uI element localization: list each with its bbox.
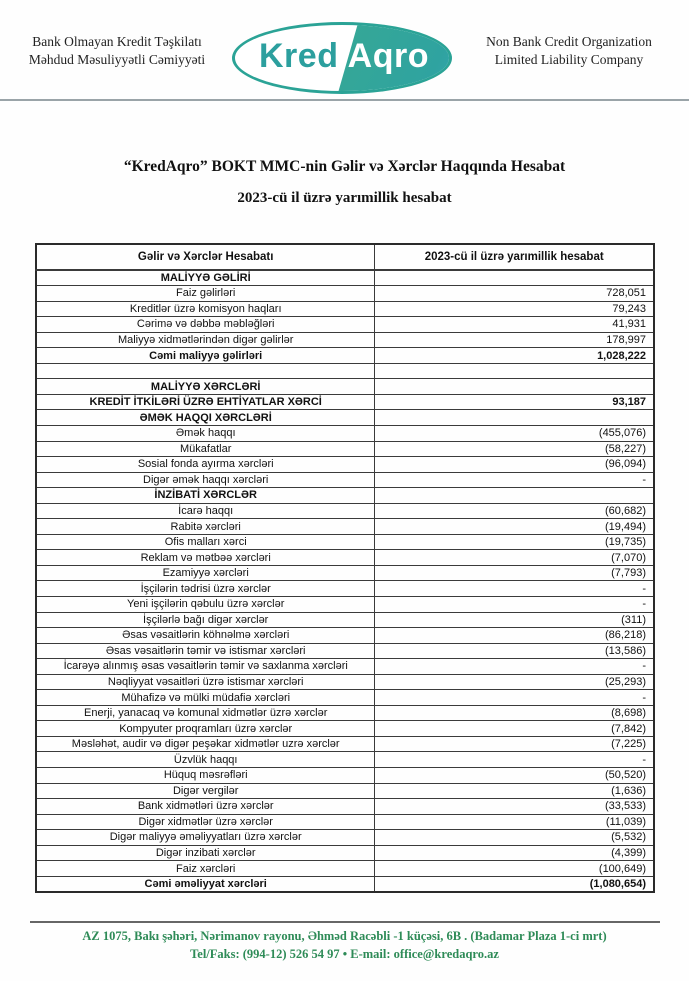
row-label: ƏMƏK HAQQI XƏRCLƏRİ [36, 410, 375, 426]
org-name-azerbaijani [12, 33, 222, 69]
row-value: (100,649) [375, 861, 654, 877]
letterhead-divider [0, 99, 689, 101]
table-row [36, 845, 654, 861]
row-label: Hüquq məsrəfləri [36, 768, 375, 784]
row-label: Reklam və mətbəə xərcləri [36, 550, 375, 566]
row-value: (25,293) [375, 674, 654, 690]
row-label: MALİYYƏ XƏRCLƏRİ [36, 379, 375, 395]
row-value: 79,243 [375, 301, 654, 317]
row-value [375, 410, 654, 426]
row-label: Əmək haqqı [36, 425, 375, 441]
table-row [36, 721, 654, 737]
row-value: - [375, 659, 654, 675]
row-value: (86,218) [375, 628, 654, 644]
table-row [36, 488, 654, 504]
table-row [36, 457, 654, 473]
row-label: Əsas vəsaitlərin köhnəlmə xərcləri [36, 628, 375, 644]
row-value: (7,225) [375, 736, 654, 752]
table-row [36, 394, 654, 410]
row-label: Yeni işçilərin qəbulu üzrə xərclər [36, 596, 375, 612]
table-row [36, 596, 654, 612]
table-row [36, 410, 654, 426]
row-value: (33,533) [375, 799, 654, 815]
row-label: Kompyuter proqramları üzrə xərclər [36, 721, 375, 737]
row-value: (7,070) [375, 550, 654, 566]
table-row [36, 565, 654, 581]
row-value: (96,094) [375, 457, 654, 473]
row-label [36, 363, 375, 379]
row-label: Ezamiyyə xərcləri [36, 565, 375, 581]
row-value: (4,399) [375, 845, 654, 861]
logo-word-kred: Kred [259, 36, 339, 75]
row-value [375, 379, 654, 395]
table-row [36, 876, 654, 892]
org-left-line2: Məhdud Məsuliyyətli Cəmiyyəti [28, 52, 206, 68]
table-row [36, 799, 654, 815]
table-row [36, 550, 654, 566]
row-value: (8,698) [375, 705, 654, 721]
row-label: Məsləhət, audir və digər peşəkar xidmətlər uzrə xərclər [36, 736, 375, 752]
footer-address: AZ 1075, Bakı şəhəri, Nərimanov rayonu, Əhməd Racəbli -1 küçəsi, 6B . (Badamar Plaza 1-ci mrt) [82, 929, 607, 943]
org-name-english [459, 33, 679, 69]
row-label: Mükafatlar [36, 441, 375, 457]
org-right-line1: Non Bank Credit Organization [486, 34, 652, 49]
row-label: Enerji, yanacaq və komunal xidmətlər üzrə xərclər [36, 705, 375, 721]
row-value: - [375, 752, 654, 768]
row-value: (19,735) [375, 534, 654, 550]
row-label: İcarəyə alınmış əsas vəsaitlərin təmir və saxlanma xərcləri [36, 659, 375, 675]
row-value: (58,227) [375, 441, 654, 457]
letterhead [0, 0, 689, 100]
row-value: (11,039) [375, 814, 654, 830]
table-row [36, 705, 654, 721]
table-row [36, 317, 654, 333]
row-value: (19,494) [375, 519, 654, 535]
table-row [36, 425, 654, 441]
row-value: 93,187 [375, 394, 654, 410]
table-row [36, 768, 654, 784]
row-label: Cərimə və dəbbə məbləğləri [36, 317, 375, 333]
column-header-period: 2023-cü il üzrə yarımillik hesabat [375, 244, 654, 270]
report-subtitle: 2023-cü il üzrə yarımillik hesabat [237, 190, 452, 206]
row-label: Mühafizə və mülki müdafiə xərcləri [36, 690, 375, 706]
table-row [36, 861, 654, 877]
table-row [36, 814, 654, 830]
row-value: (7,842) [375, 721, 654, 737]
footer-contacts: Tel/Faks: (994-12) 526 54 97 • E-mail: office@kredaqro.az [190, 947, 499, 962]
row-value: (455,076) [375, 425, 654, 441]
table-row [36, 534, 654, 550]
org-right-line2: Limited Liability Company [494, 52, 644, 68]
row-label: Rabitə xərcləri [36, 519, 375, 535]
table-row [36, 690, 654, 706]
row-value: 41,931 [375, 317, 654, 333]
table-row [36, 363, 654, 379]
row-label: İNZİBATİ XƏRCLƏR [36, 488, 375, 504]
row-value: - [375, 690, 654, 706]
row-value [375, 270, 654, 286]
logo-word-aqro: Aqro [347, 36, 429, 75]
row-value: - [375, 472, 654, 488]
kredaqro-logo [232, 22, 452, 94]
row-label: Digər əmək haqqı xərcləri [36, 472, 375, 488]
row-label: Digər maliyyə əməliyyatları üzrə xərclər [36, 830, 375, 846]
row-label: Əsas vəsaitlərin təmir və istismar xərcləri [36, 643, 375, 659]
table-row [36, 612, 654, 628]
row-value: (1,080,654) [375, 876, 654, 892]
table-row [36, 643, 654, 659]
row-label: KREDİT İTKİLƏRİ ÜZRƏ EHTİYATLAR XƏRCİ [36, 394, 375, 410]
row-value: (60,682) [375, 503, 654, 519]
table-row [36, 270, 654, 286]
table-row [36, 830, 654, 846]
report-title: “KredAqro” BOKT MMC-nin Gəlir və Xərclər Haqqında Hesabat [123, 158, 566, 175]
row-value: 728,051 [375, 286, 654, 302]
row-label: İşçilərlə bağı digər xərclər [36, 612, 375, 628]
row-label: Digər inzibati xərclər [36, 845, 375, 861]
table-row [36, 379, 654, 395]
table-row [36, 581, 654, 597]
row-label: Ofis malları xərci [36, 534, 375, 550]
column-header-accounts: Gəlir və Xərclər Hesabatı [36, 244, 375, 270]
table-row [36, 674, 654, 690]
table-row [36, 348, 654, 364]
row-label: Maliyyə xidmətlərindən digər gəlirlər [36, 332, 375, 348]
footer-divider [30, 921, 660, 923]
table-row [36, 659, 654, 675]
row-label: Cəmi maliyyə gəlirləri [36, 348, 375, 364]
footer [0, 927, 689, 963]
row-value: (5,532) [375, 830, 654, 846]
row-label: Nəqliyyat vəsaitləri üzrə istismar xərcləri [36, 674, 375, 690]
row-label: İşçilərin tədrisi üzrə xərclər [36, 581, 375, 597]
row-label: Faiz xərcləri [36, 861, 375, 877]
table-row [36, 441, 654, 457]
row-value: 178,997 [375, 332, 654, 348]
table-row [36, 736, 654, 752]
row-label: Bank xidmətləri üzrə xərclər [36, 799, 375, 815]
table-row [36, 503, 654, 519]
table-row [36, 332, 654, 348]
table-row [36, 628, 654, 644]
income-expense-table [35, 243, 655, 893]
row-value: (50,520) [375, 768, 654, 784]
table-row [36, 301, 654, 317]
row-label: Üzvlük haqqı [36, 752, 375, 768]
table-row [36, 286, 654, 302]
org-left-line1: Bank Olmayan Kredit Təşkilatı [32, 34, 202, 49]
row-value: (311) [375, 612, 654, 628]
table-row [36, 783, 654, 799]
row-label: Digər vergilər [36, 783, 375, 799]
row-value: - [375, 596, 654, 612]
table-row [36, 472, 654, 488]
row-label: Sosial fonda ayırma xərcləri [36, 457, 375, 473]
title-block [0, 158, 689, 207]
row-label: MALİYYƏ GƏLİRİ [36, 270, 375, 286]
row-label: Faiz gəlirləri [36, 286, 375, 302]
row-value [375, 488, 654, 504]
row-value: - [375, 581, 654, 597]
row-value: (13,586) [375, 643, 654, 659]
row-value: 1,028,222 [375, 348, 654, 364]
table-row [36, 752, 654, 768]
table-header-row [36, 244, 654, 270]
row-value: (1,636) [375, 783, 654, 799]
row-label: İcarə haqqı [36, 503, 375, 519]
row-value [375, 363, 654, 379]
row-label: Cəmi əməliyyat xərcləri [36, 876, 375, 892]
row-label: Kreditlər üzrə komisyon haqları [36, 301, 375, 317]
table-body [36, 270, 654, 892]
row-value: (7,793) [375, 565, 654, 581]
table-header [36, 244, 654, 270]
table-row [36, 519, 654, 535]
row-label: Digər xidmətlər üzrə xərclər [36, 814, 375, 830]
